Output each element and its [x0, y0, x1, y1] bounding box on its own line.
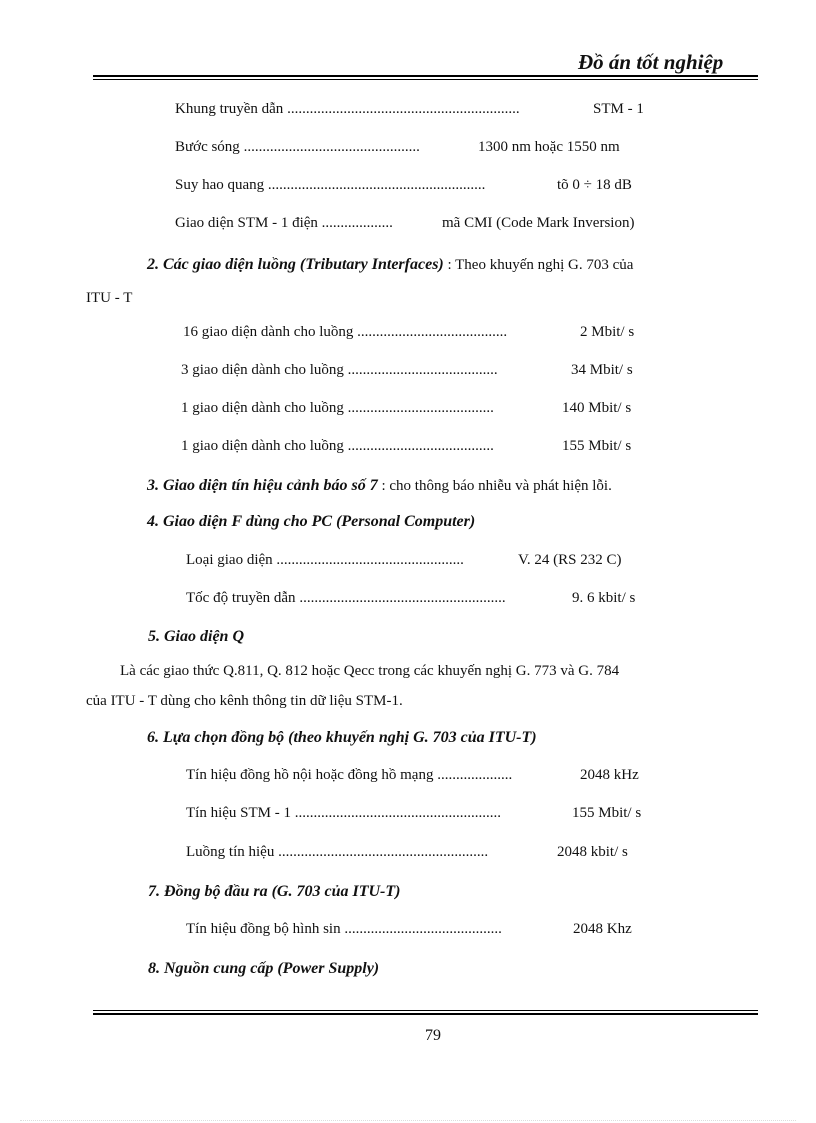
section-8-heading: 8. Nguồn cung cấp (Power Supply) — [148, 960, 380, 977]
spec-row — [186, 844, 488, 861]
spec-value: tõ 0 ÷ 18 dB — [557, 177, 632, 193]
section-title: 2. Các giao diện luồng (Tributary Interfaces) — [147, 256, 444, 273]
spec-row — [186, 552, 464, 569]
spec-row — [175, 215, 393, 232]
spec-label: 16 giao diện dành cho luồng — [183, 324, 354, 340]
footer-rule-thin — [93, 1010, 758, 1011]
leader-dots: .................... — [437, 767, 513, 783]
spec-value: V. 24 (RS 232 C) — [518, 552, 622, 568]
spec-value: mã CMI (Code Mark Inversion) — [442, 215, 635, 231]
section-5-heading: 5. Giao diện Q — [148, 628, 244, 645]
section-desc: : cho thông báo nhiễu và phát hiện lỗi. — [377, 478, 612, 494]
spec-label: Luồng tín hiệu — [186, 844, 275, 860]
spec-row — [186, 921, 502, 938]
spec-value: 1300 nm hoặc 1550 nm — [478, 139, 620, 155]
spec-value: 2 Mbit/ s — [580, 324, 635, 340]
spec-label: Loại giao diện — [186, 552, 273, 568]
page-header-title: Đồ án tốt nghiệp — [578, 50, 724, 74]
spec-label: Tín hiệu đồng hồ nội hoặc đồng hồ mạng — [186, 767, 434, 783]
section-6-heading: 6. Lựa chọn đồng bộ (theo khuyến nghị G. 703 của ITU-T) — [147, 729, 537, 746]
spec-label: Bước sóng — [175, 139, 240, 155]
section-5-paragraph-line2: của ITU - T dùng cho kênh thông tin dữ liệu STM-1. — [86, 693, 403, 709]
spec-label: Giao diện STM - 1 điện — [175, 215, 318, 231]
leader-dots: ............................................... — [243, 139, 420, 155]
header-rule — [93, 75, 758, 77]
spec-label: Tốc độ truyền dẫn — [186, 590, 296, 606]
spec-row — [183, 324, 507, 341]
leader-dots: ....................................................... — [299, 590, 506, 606]
spec-value: 155 Mbit/ s — [572, 805, 642, 821]
spec-row — [175, 101, 520, 118]
leader-dots: ........................................ — [347, 362, 498, 378]
leader-dots: ................... — [321, 215, 393, 231]
leader-dots: .......................................... — [344, 921, 502, 937]
section-3-heading — [147, 477, 612, 495]
spec-value: 34 Mbit/ s — [571, 362, 633, 378]
spec-row — [175, 177, 485, 194]
section-7-heading: 7. Đồng bộ đầu ra (G. 703 của ITU-T) — [148, 883, 401, 900]
spec-value: 9. 6 kbit/ s — [572, 590, 636, 606]
header-rule-thin — [93, 79, 758, 80]
leader-dots: .......................................................... — [267, 177, 486, 193]
spec-value: 140 Mbit/ s — [562, 400, 632, 416]
spec-row — [181, 400, 494, 417]
spec-row — [186, 805, 501, 822]
section-desc: : Theo khuyến nghị G. 703 của — [443, 257, 634, 273]
leader-dots: ........................................ — [357, 324, 508, 340]
spec-value: 2048 Khz — [573, 921, 632, 937]
spec-value: 2048 kbit/ s — [557, 844, 628, 860]
section-2-continuation: ITU - T — [86, 290, 133, 306]
spec-label: Tín hiệu STM - 1 — [186, 805, 291, 821]
section-4-heading: 4. Giao diện F dùng cho PC (Personal Computer) — [147, 513, 476, 530]
spec-label: 1 giao diện dành cho luồng — [181, 438, 344, 454]
spec-label: Tín hiệu đồng bộ hình sin — [186, 921, 341, 937]
spec-label: Suy hao quang — [175, 177, 265, 193]
section-title: 3. Giao diện tín hiệu cảnh báo số 7 — [147, 477, 378, 494]
spec-row — [181, 438, 494, 455]
spec-label: Khung truyền dẫn — [175, 101, 284, 117]
leader-dots: .................................................. — [276, 552, 464, 568]
spec-row — [186, 767, 512, 784]
spec-row — [186, 590, 506, 607]
spec-label: 3 giao diện dành cho luồng — [181, 362, 344, 378]
leader-dots: ....................................................... — [294, 805, 501, 821]
page-edge-divider — [20, 1120, 796, 1121]
page-number: 79 — [425, 1027, 441, 1044]
spec-label: 1 giao diện dành cho luồng — [181, 400, 344, 416]
spec-row — [181, 362, 498, 379]
spec-value: STM - 1 — [593, 101, 644, 117]
leader-dots: ........................................................ — [278, 844, 489, 860]
spec-row — [175, 139, 420, 156]
section-2-heading — [147, 256, 633, 274]
section-5-paragraph-line1: Là các giao thức Q.811, Q. 812 hoặc Qecc trong các khuyến nghị G. 773 và G. 784 — [120, 663, 620, 679]
leader-dots: .............................................................. — [287, 101, 520, 117]
leader-dots: ....................................... — [347, 438, 494, 454]
spec-value: 155 Mbit/ s — [562, 438, 632, 454]
leader-dots: ....................................... — [347, 400, 494, 416]
footer-rule — [93, 1013, 758, 1015]
spec-value: 2048 kHz — [580, 767, 639, 783]
